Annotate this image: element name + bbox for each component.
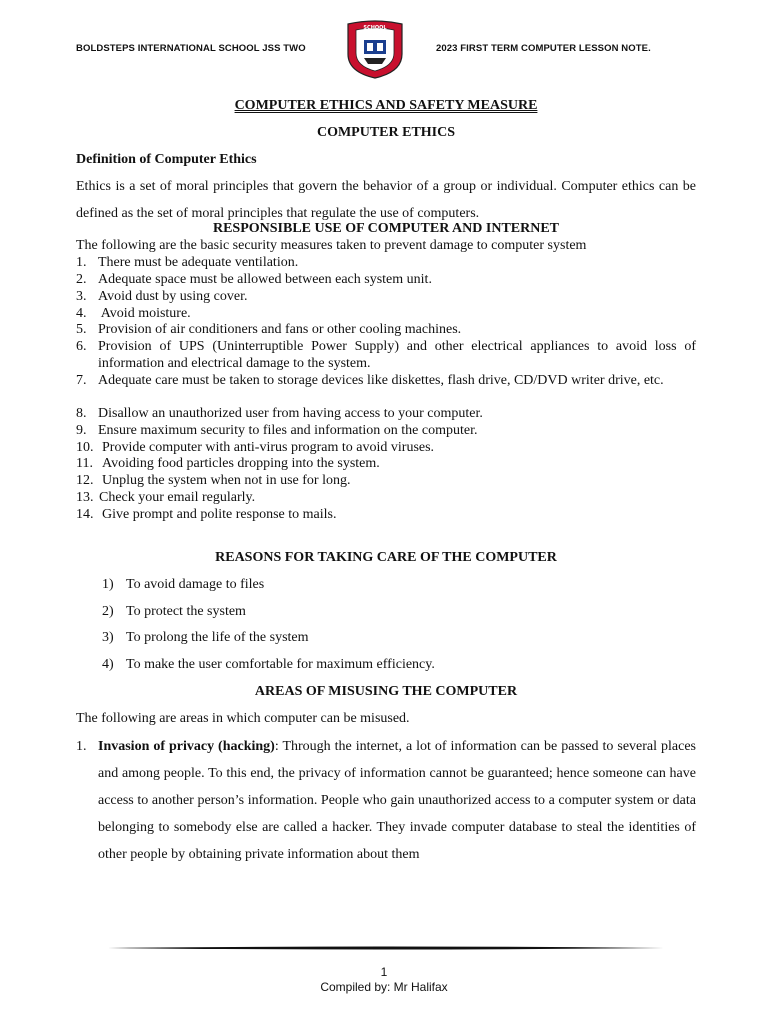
list-item-text: Provision of UPS (Uninterruptible Power Supply) and other electrical appliances to avoid loss of information and electrical damage to the system. — [98, 339, 696, 371]
list-item-number: 14. — [76, 507, 94, 522]
list-item-number: 6. — [76, 339, 87, 354]
list-item — [76, 423, 696, 440]
list-item — [102, 577, 264, 593]
logo-text: SCHOOL — [363, 25, 387, 31]
list-item-text: To avoid damage to files — [126, 577, 265, 592]
list-item — [76, 255, 696, 272]
list-item — [76, 733, 696, 868]
list-item-text: Adequate space must be allowed between each system unit. — [98, 272, 432, 287]
responsible-use-intro — [76, 238, 696, 255]
school-crest-logo — [340, 20, 410, 80]
list-item-text: Disallow an unauthorized user from having access to your computer. — [98, 406, 483, 421]
misuse-intro-text: The following are areas in which computer can be misused. — [76, 711, 410, 726]
list-item-text: To protect the system — [126, 604, 246, 619]
misuse-intro — [76, 711, 696, 728]
reasons-heading: REASONS FOR TAKING CARE OF THE COMPUTER — [215, 550, 557, 565]
list-item-number: 1) — [102, 577, 114, 592]
list-item — [76, 440, 696, 457]
list-item — [76, 406, 696, 423]
footer-divider — [108, 946, 664, 950]
list-item — [76, 306, 696, 323]
list-item-number: 13. — [76, 490, 94, 505]
list-item — [76, 339, 696, 373]
definition-heading: Definition of Computer Ethics — [76, 152, 257, 167]
list-item — [76, 473, 696, 490]
list-item — [76, 507, 696, 524]
list-item — [76, 322, 696, 339]
list-item-text: To make the user comfortable for maximum efficiency. — [126, 657, 435, 672]
list-item-text: Provision of air conditioners and fans or other cooling machines. — [98, 322, 462, 337]
list-item-number: 2) — [102, 604, 114, 619]
list-item-text: Avoiding food particles dropping into the system. — [102, 456, 380, 471]
list-item-text: Ensure maximum security to files and information on the computer. — [98, 423, 478, 438]
section-title-computer-ethics: COMPUTER ETHICS — [316, 125, 456, 140]
list-item — [76, 289, 696, 306]
list-item-number: 3) — [102, 630, 114, 645]
list-item-text: Avoid moisture. — [98, 306, 191, 321]
list-item-text: Give prompt and polite response to mails. — [102, 507, 337, 522]
header-school-name: BOLDSTEPS INTERNATIONAL SCHOOL JSS TWO — [76, 43, 306, 54]
list-item-number: 1. — [76, 739, 87, 754]
list-item-number: 1. — [76, 255, 87, 270]
list-item — [76, 456, 696, 473]
list-item-number: 9. — [76, 423, 87, 438]
list-item-number: 8. — [76, 406, 87, 421]
list-item-number: 2. — [76, 272, 87, 287]
list-item — [76, 373, 696, 390]
list-item-text: To prolong the life of the system — [126, 630, 309, 645]
responsible-use-intro-text: The following are the basic security measures taken to prevent damage to computer system — [76, 238, 587, 253]
list-item-text: There must be adequate ventilation. — [98, 255, 299, 270]
list-item-number: 10. — [76, 440, 94, 455]
list-item-text: Provide computer with anti-virus program to avoid viruses. — [102, 440, 435, 455]
list-item-number: 3. — [76, 289, 87, 304]
misuse-heading: AREAS OF MISUSING THE COMPUTER — [254, 684, 518, 699]
list-item-number: 5. — [76, 322, 87, 337]
misuse-term: Invasion of privacy (hacking) — [98, 739, 275, 754]
compiled-by: Compiled by: Mr Halifax — [320, 980, 448, 994]
list-item-number: 4) — [102, 657, 114, 672]
page-title: COMPUTER ETHICS AND SAFETY MEASURE — [234, 98, 538, 113]
definition-text: Ethics is a set of moral principles that govern the behavior of a group or individual. Computer ethics can be defined as the set of moral principles that regulate the use of computers. — [76, 179, 696, 221]
list-item — [102, 604, 246, 620]
list-item — [76, 490, 696, 507]
list-item-number: 12. — [76, 473, 94, 488]
list-item — [76, 272, 696, 289]
list-item-text: Avoid dust by using cover. — [98, 289, 248, 304]
list-item-text: Check your email regularly. — [99, 490, 256, 505]
list-item-number: 4. — [76, 306, 87, 321]
list-item-number: 7. — [76, 373, 87, 388]
header-lesson-note: 2023 FIRST TERM COMPUTER LESSON NOTE. — [436, 43, 651, 54]
list-item-number: 11. — [76, 456, 93, 471]
list-item — [102, 657, 435, 673]
list-item-text: Unplug the system when not in use for long. — [102, 473, 351, 488]
responsible-use-heading: RESPONSIBLE USE OF COMPUTER AND INTERNET — [212, 221, 560, 236]
list-item — [102, 630, 309, 646]
list-item-text: Adequate care must be taken to storage devices like diskettes, flash drive, CD/DVD writer drive, etc. — [98, 373, 664, 388]
page-number: 1 — [380, 965, 388, 979]
misuse-description: : Through the internet, a lot of information can be passed to several places and among people. To this end, the privacy of information cannot be guaranteed; hence someone can have access to another person’s information. People who gain unauthorized access to a computer system or data belonging to somebody else are called a hacker. They invade computer database to steal the identities of other people by obtaining private information about them — [98, 739, 696, 862]
